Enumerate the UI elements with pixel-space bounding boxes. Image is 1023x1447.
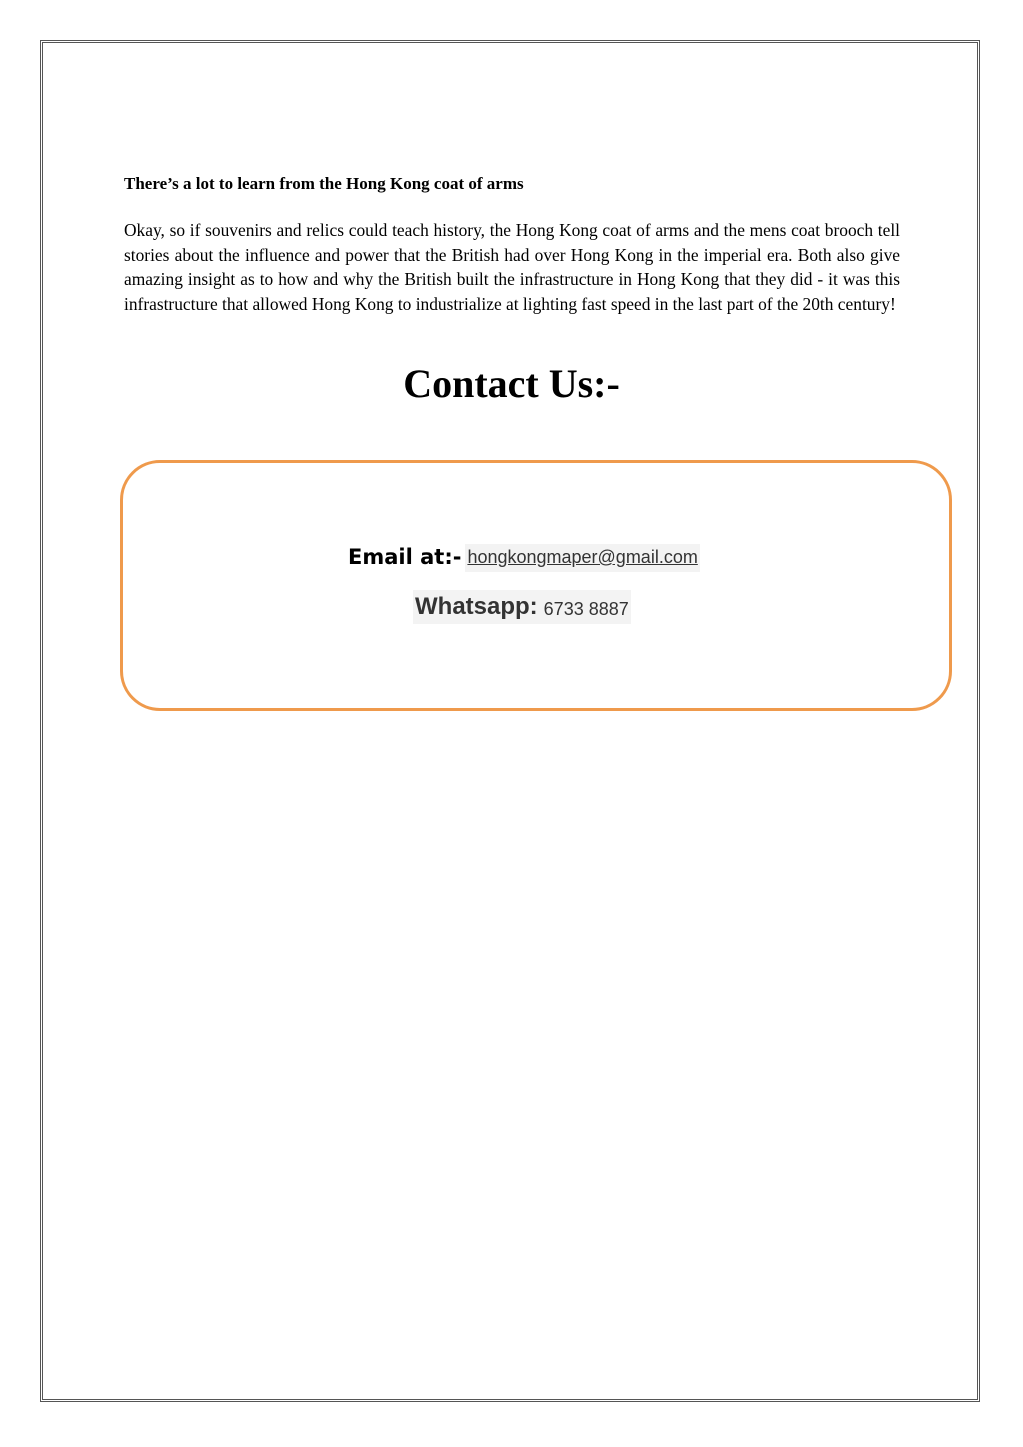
whatsapp-row (413, 590, 631, 624)
email-label: Email at:- (348, 545, 462, 569)
contact-box (120, 460, 952, 711)
contact-title: Contact Us:- (403, 361, 620, 406)
whatsapp-label: Whatsapp: (415, 593, 538, 620)
whatsapp-number[interactable]: 6733 8887 (543, 598, 629, 619)
article-heading: There’s a lot to learn from the Hong Kong coat of arms (124, 174, 524, 193)
email-row (348, 538, 700, 572)
email-link[interactable]: hongkongmaper@gmail.com (465, 544, 699, 572)
article-paragraph: Okay, so if souvenirs and relics could teach history, the Hong Kong coat of arms and the mens coat brooch tell stories about the influence and power that the British had over Hong Kong in the imperial era. Both also give amazing insight as to how and why the British built the infrastructure in Hong Kong that they did - it was this infrastructure that allowed Hong Kong to industrialize at lighting fast speed in the last part of the 20th century! (124, 220, 900, 314)
